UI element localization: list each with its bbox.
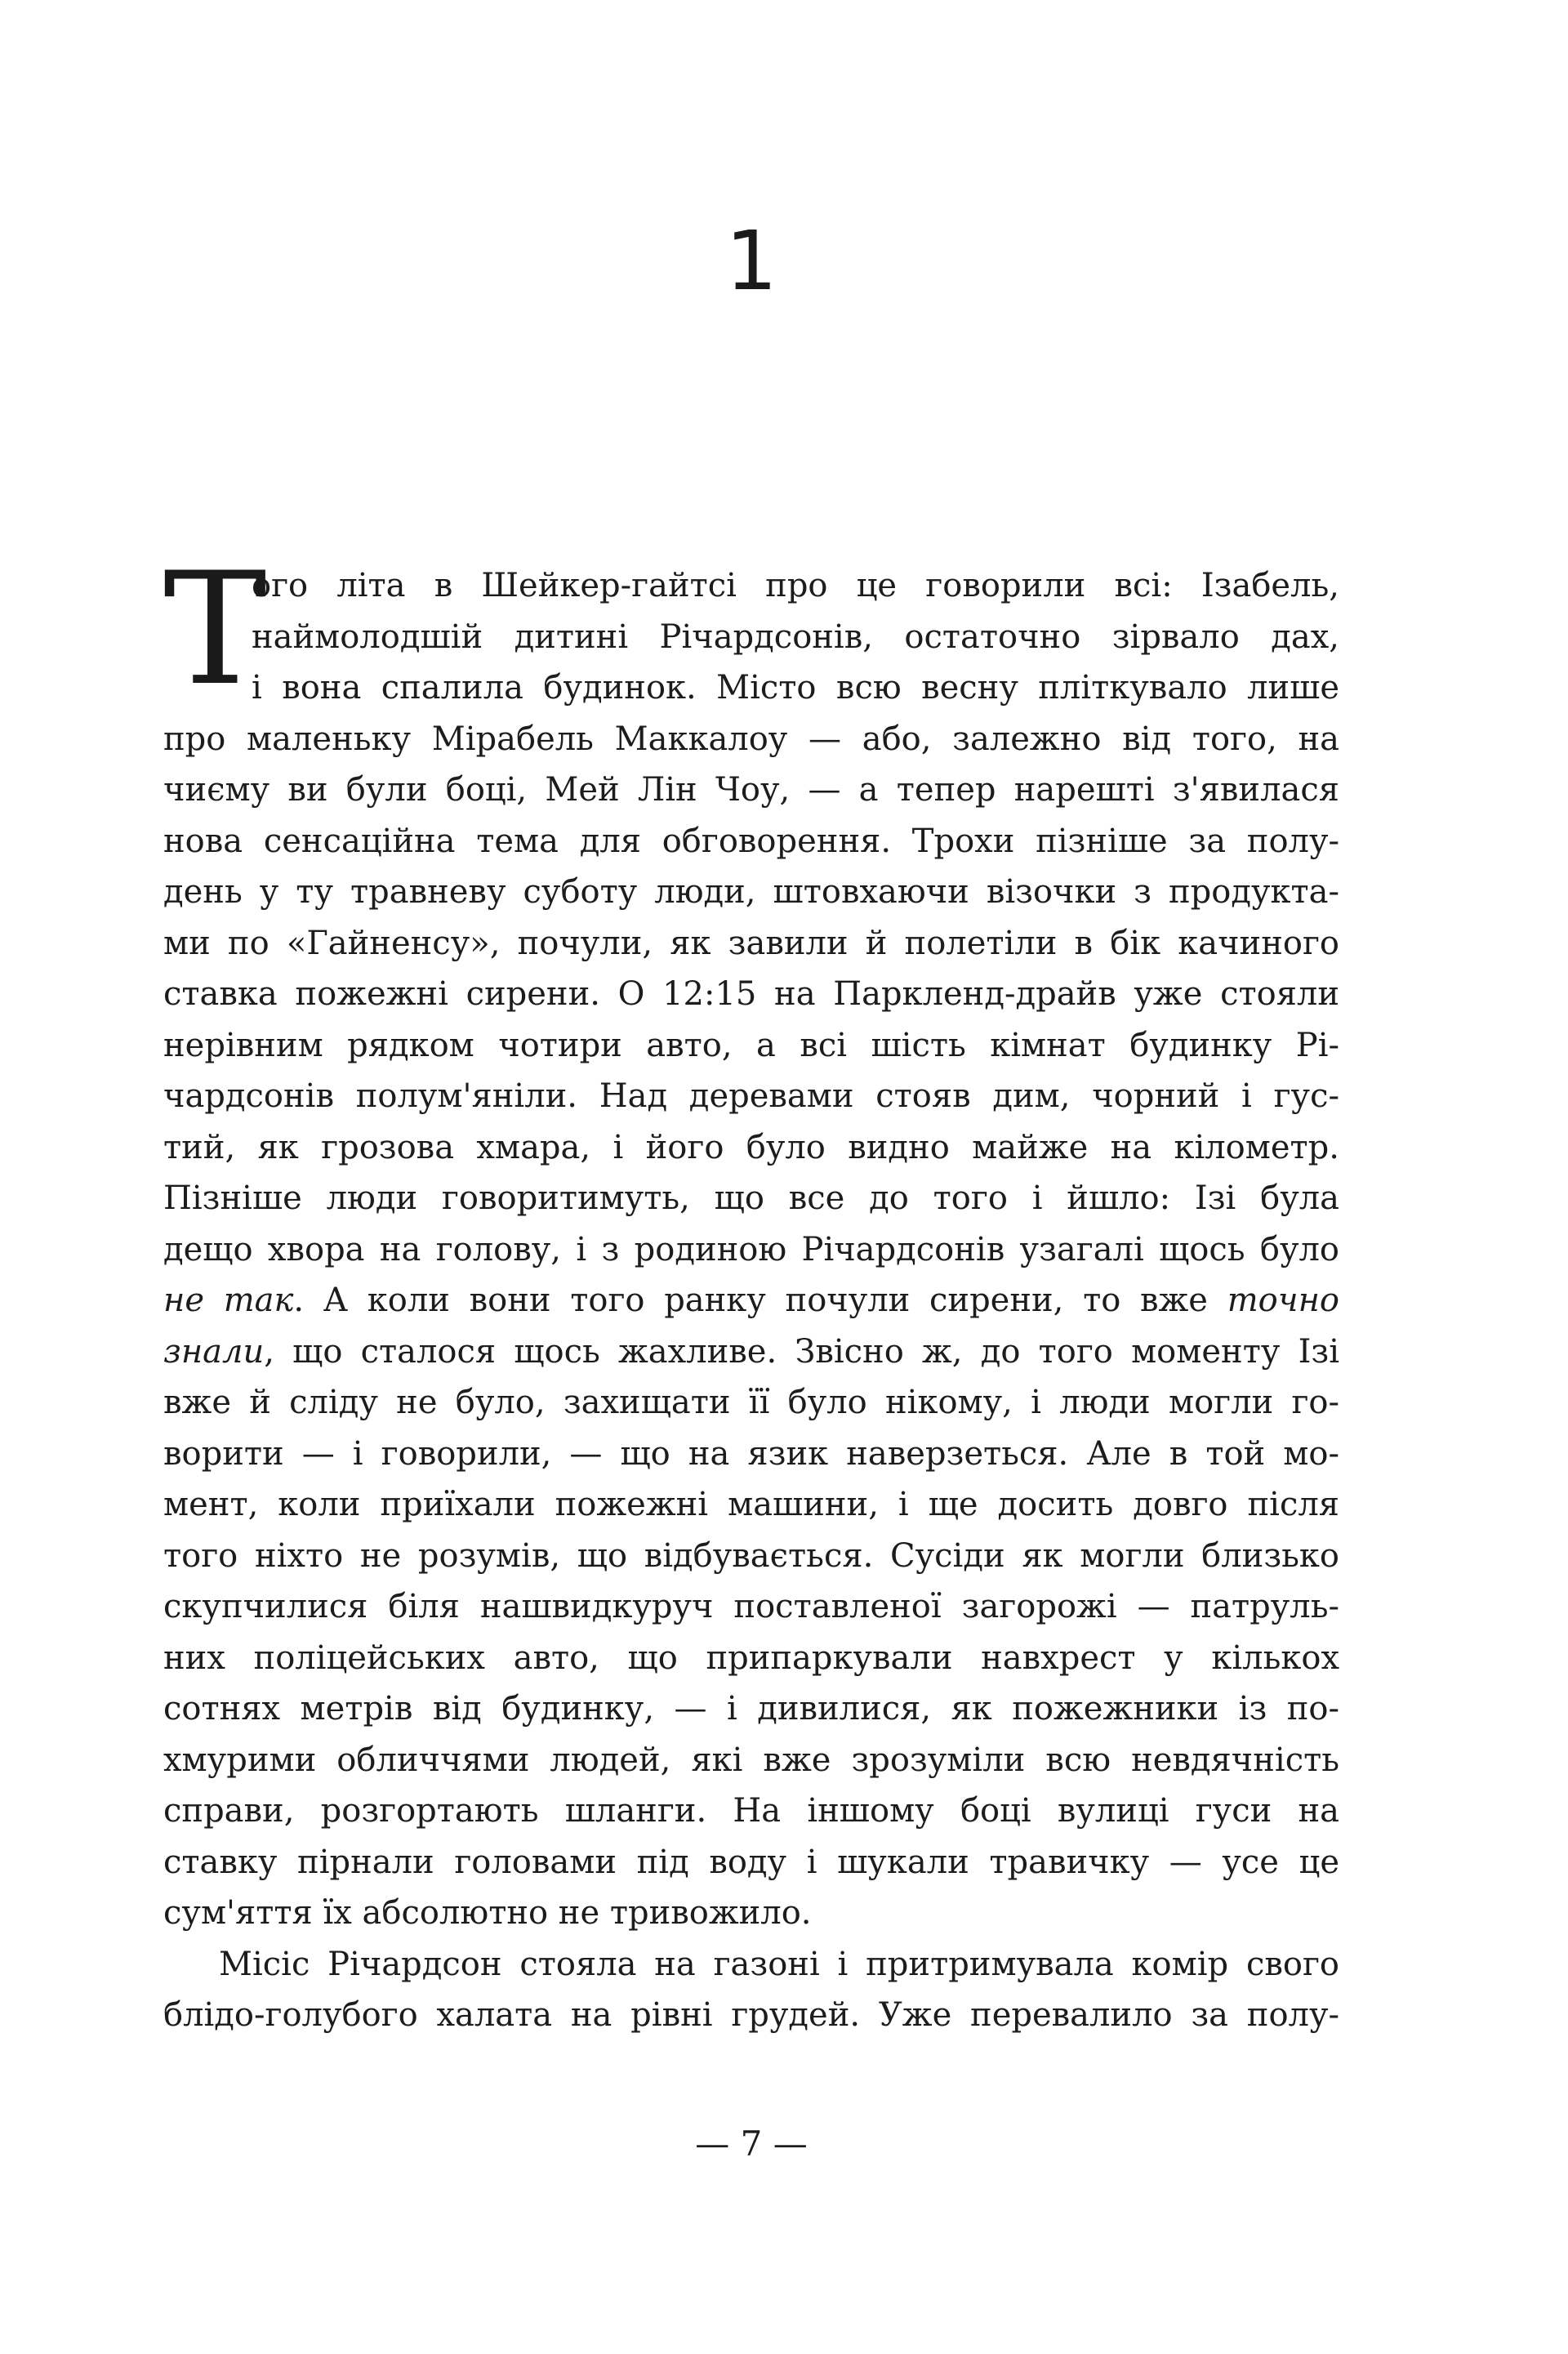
text-line: нерівним рядком чотири авто, а всі шість кімнат будинку Рі-: [163, 1026, 1339, 1064]
text-line: сотнях метрів від будинку, — і дивилися, як пожежники із по-: [163, 1690, 1339, 1728]
text-line: тий, як грозова хмара, і його було видно майже на кілометр.: [163, 1128, 1339, 1166]
text-line: чиєму ви були боці, Мей Лін Чоу, — а тепер нарешті з'явилася: [163, 771, 1339, 809]
page-number: — 7 —: [695, 2124, 808, 2164]
text-line: того ніхто не розумів, що відбувається. Сусіди як могли близько: [163, 1536, 1339, 1575]
text-line: хмурими обличчями людей, які вже зрозуміли всю невдячність: [163, 1741, 1339, 1779]
text-line: Пізніше люди говоритимуть, що все до того і йшло: Ізі була: [163, 1179, 1339, 1217]
text-segment: . А коли вони того ранку почули сирени, то вже: [293, 1282, 1227, 1319]
text-line: [163, 1326, 1339, 1378]
text-line: ого літа в Шейкер-гайтсі про це говорили всі: Ізабель,: [252, 567, 1339, 604]
body-text: [163, 539, 1339, 2041]
text-line: про маленьку Мірабель Маккалоу — або, залежно від того, на: [163, 720, 1339, 758]
italic-phrase: знали: [163, 1332, 265, 1371]
text-line: блідо-голубого халата на рівні грудей. Уже перевалило за полу-: [163, 1996, 1339, 2034]
drop-cap: Т: [163, 539, 267, 720]
text-line: [163, 1275, 1339, 1326]
text-line: чардсонів полум'яніли. Над деревами стояв дим, чорний і гус-: [163, 1077, 1339, 1115]
text-line: них поліцейських авто, що припаркували навхрест у кількох: [163, 1638, 1339, 1677]
text-line: скупчилися біля нашвидкуруч поставленої загорожі — патруль-: [163, 1588, 1339, 1625]
text-line: ми по «Гайненсу», почули, як завили й полетіли в бік качиного: [163, 924, 1339, 962]
text-line: мент, коли приїхали пожежні машини, і ще досить довго після: [163, 1486, 1339, 1523]
text-line: день у ту травневу суботу люди, штовхаючи візочки з продукта-: [163, 873, 1339, 911]
italic-phrase: точно: [1227, 1282, 1339, 1319]
text-line: сум'яття їх абсолютно не тривожило.: [163, 1894, 812, 1932]
chapter-number: 1: [725, 213, 777, 309]
text-line: справи, розгортають шланги. На іншому боці вулиці гуси на: [163, 1792, 1339, 1830]
text-line: Місіс Річардсон стояла на газоні і притримувала комір свого: [219, 1945, 1339, 1983]
text-line: нова сенсаційна тема для обговорення. Трохи пізніше за полу-: [163, 822, 1339, 860]
text-line: і вона спалила будинок. Місто всю весну пліткувало лише: [252, 669, 1339, 707]
text-line: ставку пірнали головами під воду і шукали травичку — усе це: [163, 1843, 1339, 1881]
text-line: дещо хвора на голову, і з родиною Річардсонів узагалі щось було: [163, 1230, 1339, 1268]
text-line: ворити — і говорили, — що на язик наверзеться. Але в той мо-: [163, 1434, 1339, 1473]
text-line: ставка пожежні сирени. О 12:15 на Паркленд-драйв уже стояли: [163, 975, 1339, 1013]
text-segment: , що сталося щось жахливе. Звісно ж, до того моменту Ізі: [264, 1332, 1339, 1371]
text-line: наймолодшій дитині Річардсонів, остаточно зірвало дах,: [252, 617, 1339, 656]
text-line: вже й сліду не було, захищати її було нікому, і люди могли го-: [163, 1384, 1339, 1421]
italic-phrase: не так: [163, 1282, 294, 1319]
